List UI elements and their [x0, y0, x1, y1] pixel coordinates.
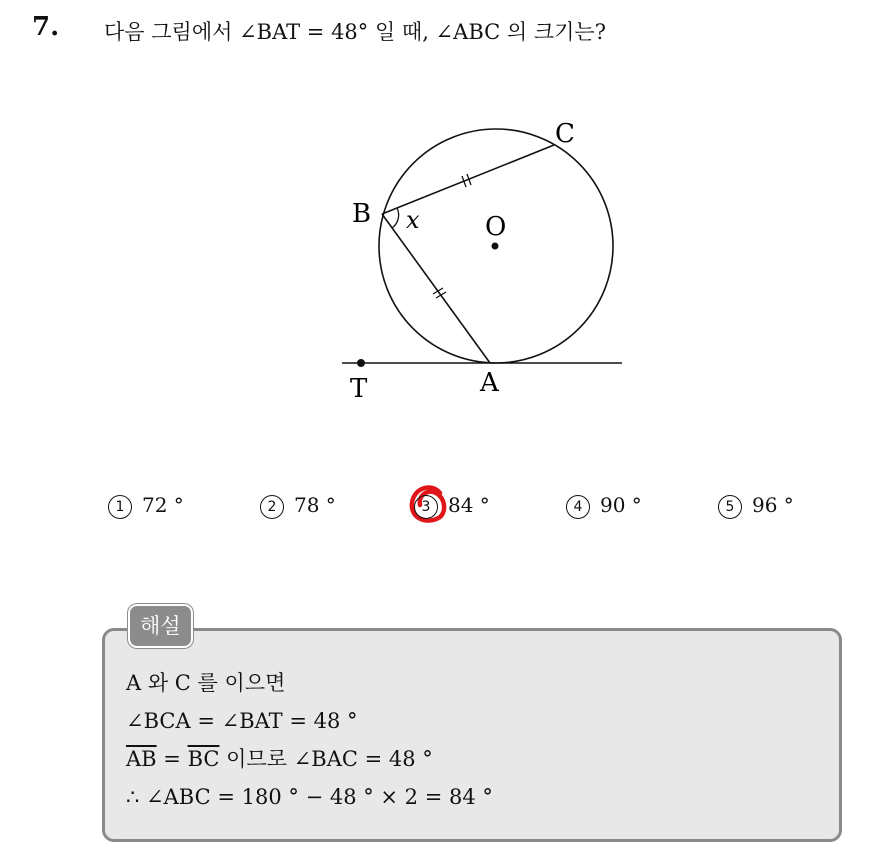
- solution-tag: 해설: [128, 604, 193, 648]
- question-number: 7.: [32, 12, 60, 42]
- solution-line-3: [126, 740, 493, 778]
- choice-5[interactable]: [718, 493, 794, 519]
- angle-arc: [392, 208, 399, 228]
- chord-bc: [382, 145, 554, 214]
- choice-number: 1: [108, 495, 132, 519]
- label-o: O: [485, 212, 507, 242]
- label-b: B: [352, 199, 372, 229]
- choice-label: 78 °: [294, 493, 336, 517]
- circle-tangent-figure: [330, 100, 650, 410]
- choice-1[interactable]: [108, 493, 184, 519]
- choice-label: 90 °: [600, 493, 642, 517]
- solution-text: [126, 664, 493, 816]
- question-text: 다음 그림에서 ∠BAT = 48° 일 때, ∠ABC 의 크기는?: [104, 20, 606, 44]
- choice-number: 4: [566, 495, 590, 519]
- choice-3[interactable]: [414, 493, 490, 519]
- choice-number: 2: [260, 495, 284, 519]
- choice-label: 84 °: [448, 493, 490, 517]
- choice-label: 72 °: [142, 493, 184, 517]
- solution-line-1: A 와 C 를 이으면: [126, 671, 286, 695]
- point-t: [357, 359, 365, 367]
- label-x: x: [406, 206, 420, 234]
- choice-4[interactable]: [566, 493, 642, 519]
- solution-line-3-rest: 이므로 ∠BAC = 48 °: [219, 747, 433, 771]
- equals-sign: =: [156, 747, 188, 771]
- choice-label: 96 °: [752, 493, 794, 517]
- center-point: [492, 243, 499, 250]
- choice-number: 3: [414, 495, 438, 519]
- segment-ab: $\overline{AB}$: [126, 747, 157, 771]
- chord-ba: [382, 214, 490, 363]
- answer-choices: [108, 493, 828, 527]
- solution-line-2: ∠BCA = ∠BAT = 48 °: [126, 709, 358, 733]
- segment-bc: $\overline{BC}$: [187, 747, 220, 771]
- choice-2[interactable]: [260, 493, 336, 519]
- label-a: A: [480, 368, 499, 398]
- label-c: C: [555, 119, 575, 149]
- solution-line-4: ∴ ∠ABC = 180 ° − 48 ° × 2 = 84 °: [126, 785, 493, 809]
- label-t: T: [350, 374, 368, 404]
- choice-number: 5: [718, 495, 742, 519]
